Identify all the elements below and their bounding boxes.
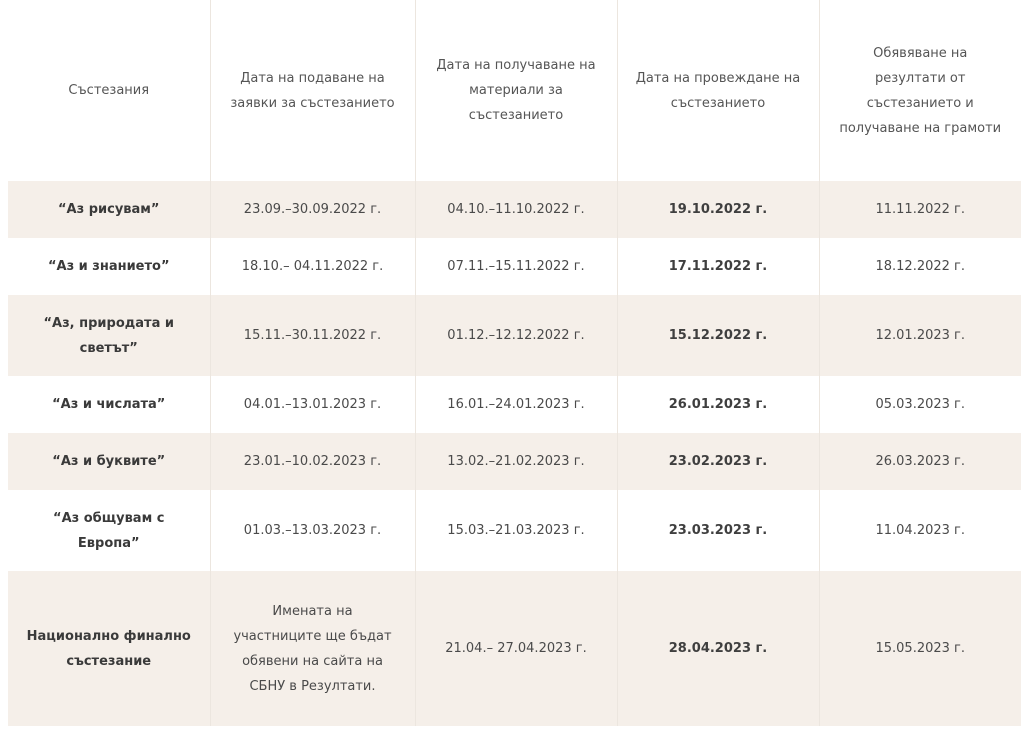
materials-date: 04.10.–11.10.2022 г. xyxy=(415,181,617,238)
materials-date: 07.11.–15.11.2022 г. xyxy=(415,238,617,295)
table-header-row xyxy=(8,0,1021,181)
application-date: 23.09.–30.09.2022 г. xyxy=(210,181,415,238)
held-date: 19.10.2022 г. xyxy=(617,181,819,238)
application-date: 23.01.–10.02.2023 г. xyxy=(210,433,415,490)
table-row xyxy=(8,181,1021,238)
table-row xyxy=(8,490,1021,571)
held-date: 15.12.2022 г. xyxy=(617,295,819,376)
competitions-schedule xyxy=(8,0,1021,726)
results-date: 12.01.2023 г. xyxy=(875,328,966,343)
application-date: 04.01.–13.01.2023 г. xyxy=(210,376,415,433)
schedule-table xyxy=(8,0,1021,726)
table-row xyxy=(8,571,1021,726)
held-date: 23.02.2023 г. xyxy=(617,433,819,490)
application-date: 15.11.–30.11.2022 г. xyxy=(210,295,415,376)
results-date: 11.11.2022 г. xyxy=(875,202,966,217)
table-row xyxy=(8,295,1021,376)
results-date: 18.12.2022 г. xyxy=(875,259,966,274)
table-row xyxy=(8,376,1021,433)
materials-date: 21.04.– 27.04.2023 г. xyxy=(415,571,617,726)
header-results-date: Обявяване на резултати от състезанието и получаване на грамоти xyxy=(839,45,1002,136)
held-date: 23.03.2023 г. xyxy=(617,490,819,571)
application-date: 18.10.– 04.11.2022 г. xyxy=(210,238,415,295)
application-note: Имената на участниците ще бъдат обявени на сайта на СБНУ в Резултати. xyxy=(210,571,415,726)
results-date: 11.04.2023 г. xyxy=(875,523,966,538)
competition-name: Национално финално състезание xyxy=(8,571,210,726)
header-competitions: Състезания xyxy=(8,0,210,181)
table-row xyxy=(8,433,1021,490)
header-materials-date: Дата на получаване на материали за състезанието xyxy=(415,0,617,181)
competition-name: “Аз и числата” xyxy=(8,376,210,433)
materials-date: 13.02.–21.02.2023 г. xyxy=(415,433,617,490)
table-row xyxy=(8,238,1021,295)
header-held-date: Дата на провеждане на състезанието xyxy=(617,0,819,181)
competition-name: “Аз рисувам” xyxy=(8,181,210,238)
materials-date: 16.01.–24.01.2023 г. xyxy=(415,376,617,433)
held-date: 28.04.2023 г. xyxy=(617,571,819,726)
results-date: 26.03.2023 г. xyxy=(875,454,966,469)
results-date: 15.05.2023 г. xyxy=(875,641,966,656)
header-application-date: Дата на подаване на заявки за състезанието xyxy=(210,0,415,181)
application-date: 01.03.–13.03.2023 г. xyxy=(210,490,415,571)
competition-name: “Аз, природата и светът” xyxy=(8,295,210,376)
competition-name: “Аз и знанието” xyxy=(8,238,210,295)
held-date: 26.01.2023 г. xyxy=(617,376,819,433)
held-date: 17.11.2022 г. xyxy=(617,238,819,295)
competition-name: “Аз и буквите” xyxy=(8,433,210,490)
materials-date: 01.12.–12.12.2022 г. xyxy=(415,295,617,376)
competition-name: “Аз общувам с Европа” xyxy=(8,490,210,571)
results-date: 05.03.2023 г. xyxy=(875,397,966,412)
materials-date: 15.03.–21.03.2023 г. xyxy=(415,490,617,571)
